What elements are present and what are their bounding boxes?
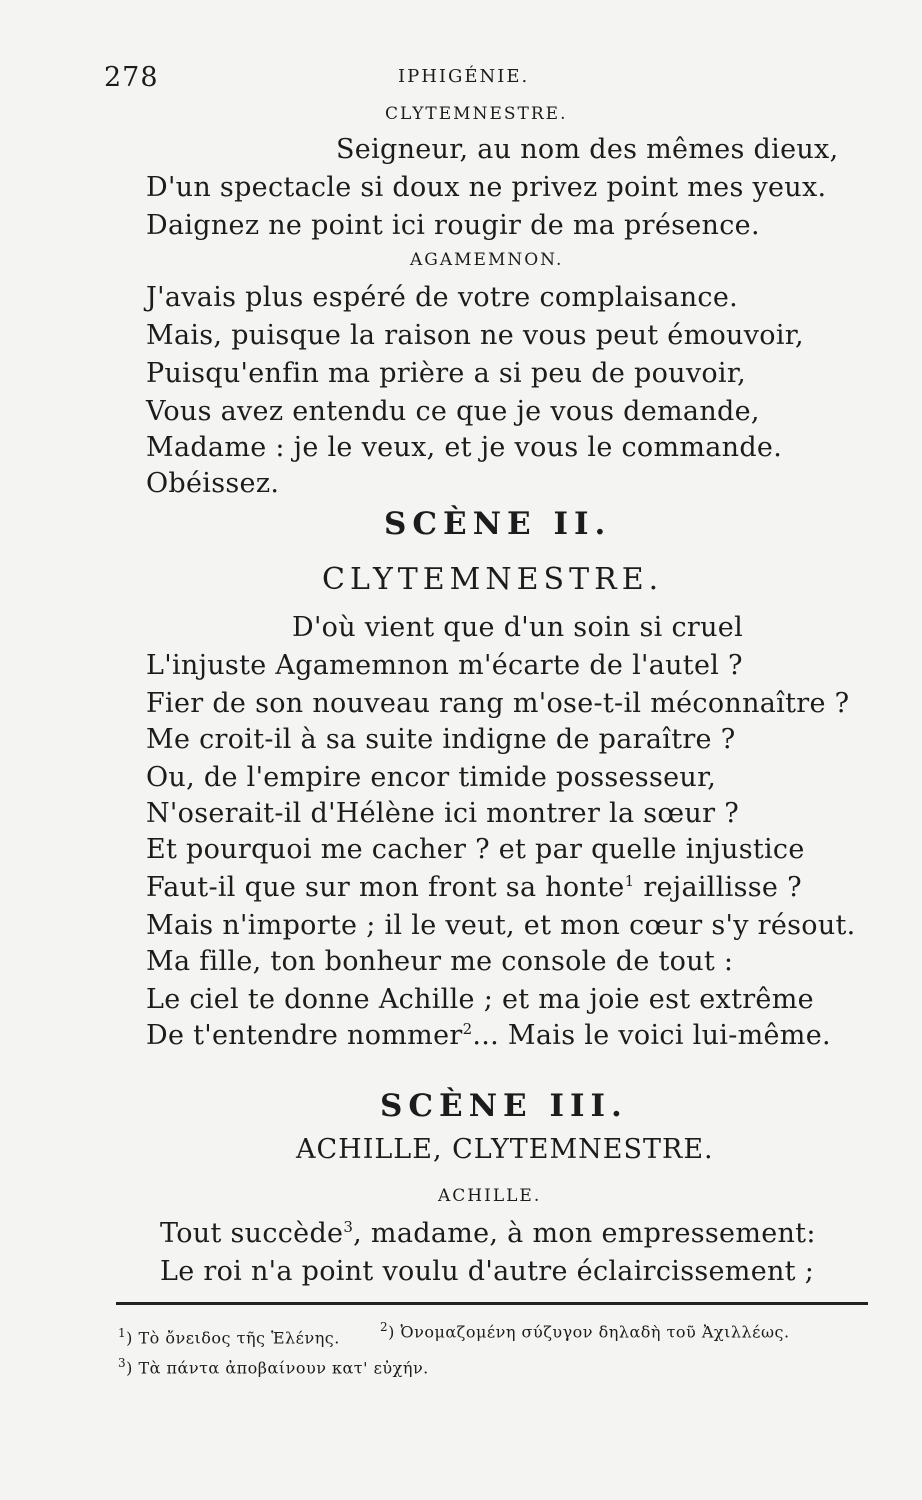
verse-text: Faut-il que sur mon front sa honte xyxy=(146,872,625,903)
verse-text: rejaillisse ? xyxy=(634,872,802,903)
verse-line xyxy=(146,872,802,903)
verse-line: Puisqu'enfin ma prière a si peu de pouvoir, xyxy=(146,358,746,389)
scene-title: SCÈNE II. xyxy=(384,506,612,542)
footnote-ref: 3 xyxy=(343,1218,354,1236)
verse-line: Ou, de l'empire encor timide possesseur, xyxy=(146,762,717,793)
verse-line: Madame : je le veux, et je vous le commande. xyxy=(146,432,783,463)
verse-line: Mais n'importe ; il le veut, et mon cœur s'y résout. xyxy=(146,910,856,941)
verse-line: N'oserait-il d'Hélène ici montrer la sœur ? xyxy=(146,798,739,829)
verse-line xyxy=(146,1020,831,1051)
footnote-mark: 1 xyxy=(118,1326,127,1340)
verse-text: Tout succède xyxy=(160,1218,344,1249)
footnote-text: Τὸ ὄνειδος τῆς Ἑλένης. xyxy=(138,1328,340,1348)
verse-line: D'où vient que d'un soin si cruel xyxy=(292,612,744,643)
page-number: 278 xyxy=(104,62,159,93)
verse-line: Seigneur, au nom des mêmes dieux, xyxy=(336,134,839,165)
footnote-ref: 2 xyxy=(462,1020,473,1038)
running-title: IPHIGÉNIE. xyxy=(398,66,530,87)
verse-line: Mais, puisque la raison ne vous peut émouvoir, xyxy=(146,320,804,351)
verse-line: Fier de son nouveau rang m'ose-t-il méconnaître ? xyxy=(146,688,850,719)
footnote-mark: 2 xyxy=(380,1320,389,1334)
scene-characters: ACHILLE, CLYTEMNESTRE. xyxy=(296,1134,714,1165)
verse-line: Obéissez. xyxy=(146,468,280,499)
footnote-mark: 3 xyxy=(118,1356,127,1370)
verse-line: Me croit-il à sa suite indigne de paraître ? xyxy=(146,724,736,755)
footnote-text: Τὰ πάντα ἀποβαίνουν κατ' εὐχήν. xyxy=(138,1358,429,1378)
footnote-text: Ὀνομαζομένη σύζυγον δηλαδὴ τοῦ Ἀχιλλέως. xyxy=(400,1322,790,1342)
verse-line: Et pourquoi me cacher ? et par quelle injustice xyxy=(146,834,805,865)
footnote-1: $^1$) Τὸ ὄνειδος τῆς Ἑλένης. xyxy=(118,1326,340,1348)
verse-line: Vous avez entendu ce que je vous demande, xyxy=(146,396,760,427)
verse-line: L'injuste Agamemnon m'écarte de l'autel ? xyxy=(146,650,743,681)
verse-line: Ma fille, ton bonheur me console de tout : xyxy=(146,946,734,977)
speaker-agamemnon: AGAMEMNON. xyxy=(410,250,564,270)
verse-line xyxy=(160,1218,816,1249)
footnote-divider xyxy=(116,1302,868,1305)
speaker-clytemnestre: CLYTEMNESTRE. xyxy=(385,104,568,124)
footnote-3: $^3$) Τὰ πάντα ἀποβαίνουν κατ' εὐχήν. xyxy=(118,1356,429,1378)
verse-line: J'avais plus espéré de votre complaisance. xyxy=(146,282,739,313)
scene-characters: CLYTEMNESTRE. xyxy=(322,562,664,597)
verse-text: , madame, à mon empressement: xyxy=(353,1218,816,1249)
verse-line: Le roi n'a point voulu d'autre éclaircissement ; xyxy=(160,1256,815,1287)
verse-text: De t'entendre nommer xyxy=(146,1020,463,1051)
verse-line: Daignez ne point ici rougir de ma présence. xyxy=(146,210,760,241)
footnote-ref: 1 xyxy=(624,872,635,890)
speaker-achille: ACHILLE. xyxy=(438,1186,542,1206)
verse-line: D'un spectacle si doux ne privez point mes yeux. xyxy=(146,172,827,203)
verse-line: Le ciel te donne Achille ; et ma joie est extrême xyxy=(146,984,814,1015)
footnote-2: $^2$) Ὀνομαζομένη σύζυγον δηλαδὴ τοῦ Ἀχιλλέως. xyxy=(380,1320,790,1342)
verse-text: ... Mais le voici lui-même. xyxy=(472,1020,831,1051)
scene-title: SCÈNE III. xyxy=(380,1088,628,1124)
